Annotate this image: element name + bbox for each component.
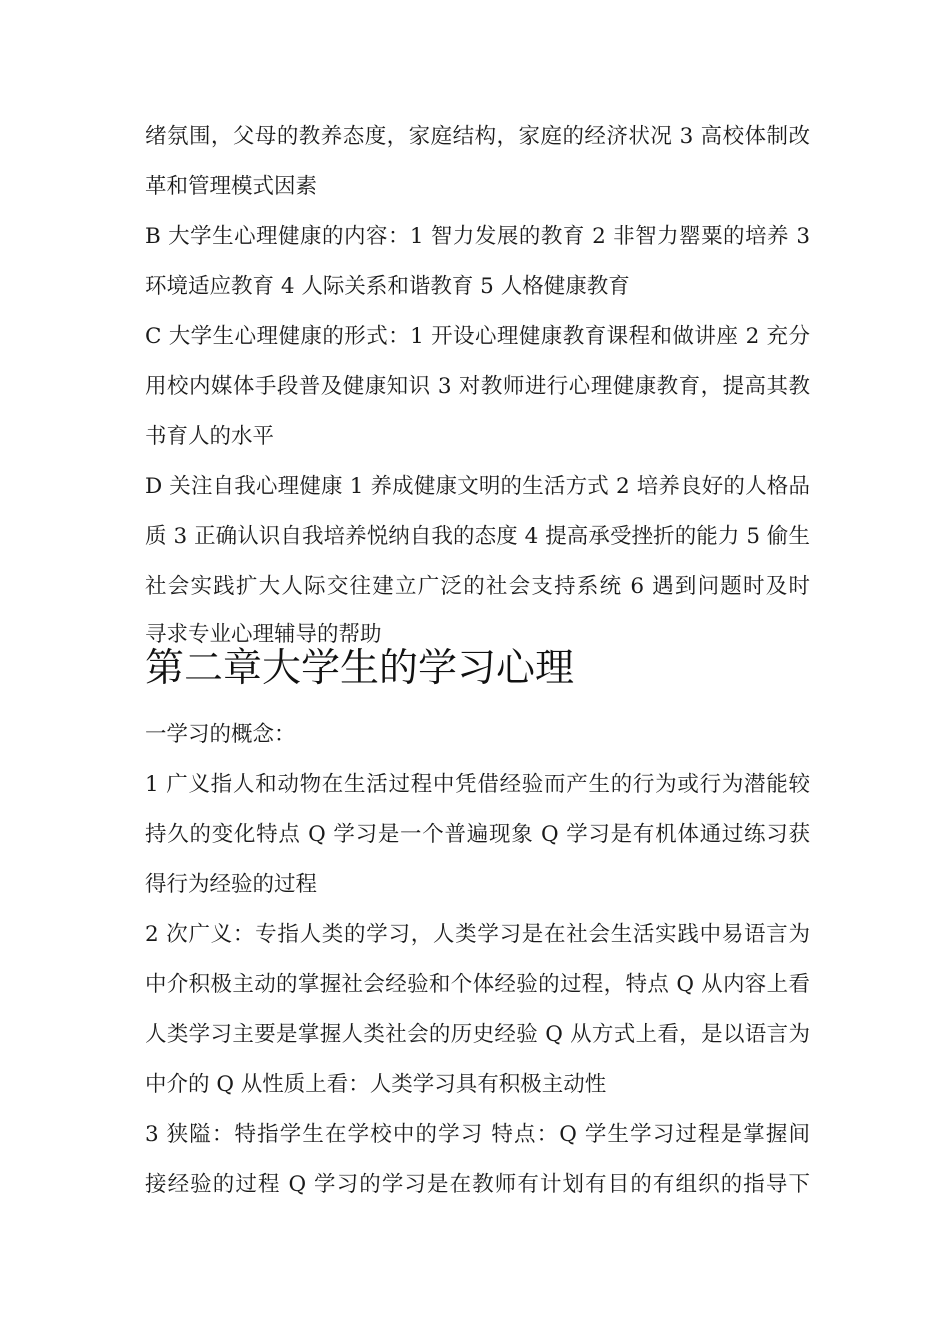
paragraph-1-line-2: 革和管理模式因素 — [145, 174, 318, 199]
paragraph-3-line-2: 用校内媒体手段普及健康知识 3 对教师进行心理健康教育，提高其教 — [145, 374, 810, 399]
paragraph-3-line-1: C 大学生心理健康的形式：1 开设心理健康教育课程和做讲座 2 充分 — [145, 324, 810, 349]
paragraph-2-line-2: 环境适应教育 4 人际关系和谐教育 5 人格健康教育 — [145, 274, 630, 299]
paragraph-4-line-2: 质 3 正确认识自我培养悦纳自我的态度 4 提高承受挫折的能力 5 偷生 — [145, 524, 810, 549]
section-item-2-line-3: 人类学习主要是掌握人类社会的历史经验 Q 从方式上看，是以语言为 — [145, 1022, 810, 1047]
section-item-2-line-2: 中介积极主动的掌握社会经验和个体经验的过程，特点 Q 从内容上看 — [145, 972, 810, 997]
paragraph-1-line-1: 绪氛围，父母的教养态度，家庭结构，家庭的经济状况 3 高校体制改 — [145, 124, 810, 149]
section-item-1-line-3: 得行为经验的过程 — [145, 872, 318, 897]
section-item-1-line-2: 持久的变化特点 Q 学习是一个普遍现象 Q 学习是有机体通过练习获 — [145, 822, 810, 847]
section-item-1-line-1: 1 广义指人和动物在生活过程中凭借经验而产生的行为或行为潜能较 — [145, 772, 810, 797]
chapter-title: 第二章大学生的学习心理 — [145, 646, 575, 691]
paragraph-4-line-4: 寻求专业心理辅导的帮助 — [145, 622, 382, 647]
section-item-3-line-1: 3 狭隘：特指学生在学校中的学习 特点：Q 学生学习过程是掌握间 — [145, 1122, 810, 1147]
section-item-3-line-2: 接经验的过程 Q 学习的学习是在教师有计划有目的有组织的指导下 — [145, 1172, 810, 1197]
section-item-2-line-1: 2 次广义：专指人类的学习，人类学习是在社会生活实践中易语言为 — [145, 922, 810, 947]
paragraph-2-line-1: B 大学生心理健康的内容：1 智力发展的教育 2 非智力罂粟的培养 3 — [145, 224, 810, 249]
paragraph-4-line-1: D 关注自我心理健康 1 养成健康文明的生活方式 2 培养良好的人格品 — [145, 474, 810, 499]
section-title: 一学习的概念： — [145, 722, 296, 747]
section-item-2-line-4: 中介的 Q 从性质上看：人类学习具有积极主动性 — [145, 1072, 607, 1097]
paragraph-3-line-3: 书育人的水平 — [145, 424, 275, 449]
paragraph-4-line-3: 社会实践扩大人际交往建立广泛的社会支持系统 6 遇到问题时及时 — [145, 574, 810, 599]
